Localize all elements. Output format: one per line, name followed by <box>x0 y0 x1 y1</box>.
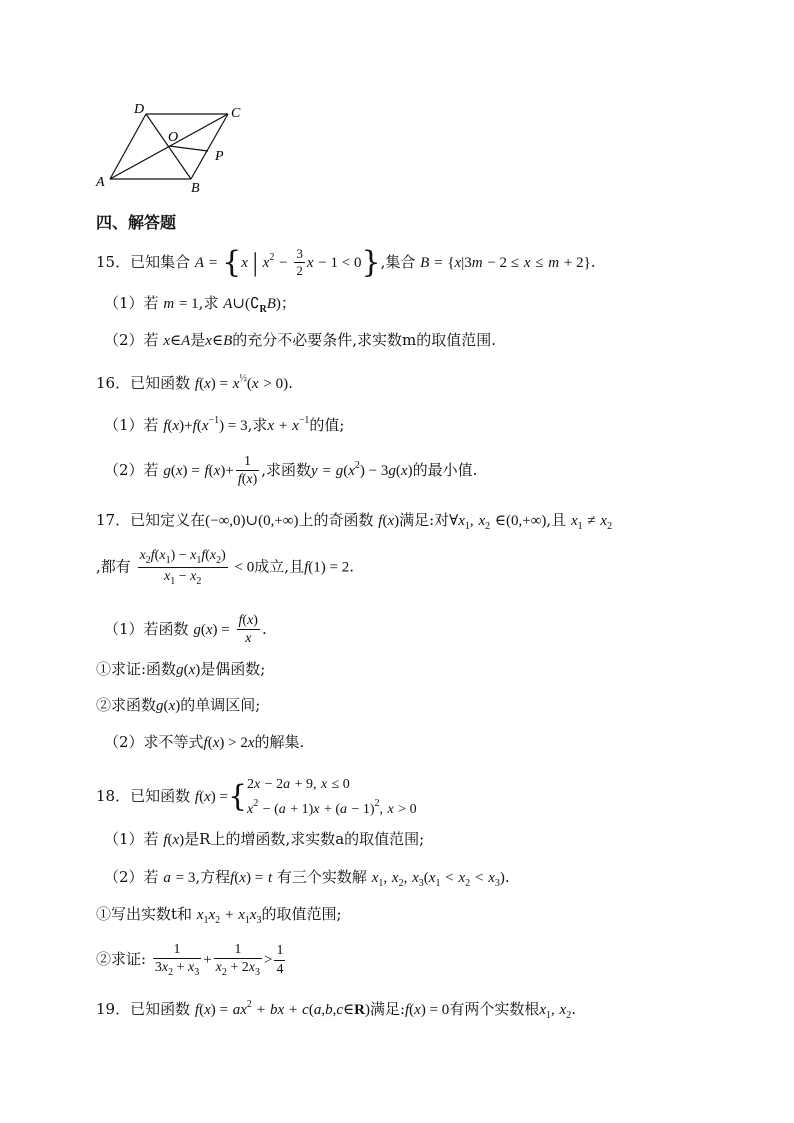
label-a: A <box>96 175 105 190</box>
diagonal-bd <box>146 114 191 179</box>
q17-stem: 17．已知定义在(−∞,0)∪(0,+∞)上的奇函数 f(x)满足:对$\forall x_1$, $x_2$ ∈(0,+∞),且 $x_1 \ne x_2$ <box>96 511 613 532</box>
q18-number: 18． <box>96 787 131 805</box>
q19-number: 19． <box>96 1000 131 1018</box>
label-p: P <box>215 149 224 164</box>
q17-sub2: ②求函数g(x)的单调区间; <box>96 696 261 714</box>
q19-stem: 19．已知函数 $f(x) = ax^2$ + bx + c(a,b,c∈R)满足:f(x) = 0有两个实数根$x_1$, $x_2$. <box>96 999 576 1021</box>
q17-number: 17． <box>96 511 131 529</box>
label-d: D <box>134 102 145 117</box>
label-o: O <box>168 130 179 145</box>
q17-stem2: ,都有 $\frac{x_2f(x_1) - x_1f(x_2)}{x_1 - x_2}$ < 0成立,且f(1) = 2. <box>96 548 354 587</box>
segment-op <box>169 146 208 151</box>
q17-part2: （2）求不等式f(x) > 2x的解集. <box>104 733 305 751</box>
q16-part1: （1）若 $f(x)+f(x^{-1}) = 3$,求$x + x^{-1}$的值; <box>104 415 345 434</box>
parallelogram-figure <box>88 96 258 196</box>
q15-part2: （2）若 x∈A是x∈B的充分不必要条件,求实数m的取值范围. <box>104 331 497 349</box>
q18-stem: 18．已知函数 f(x) ={ 2x − 2a + 9, x ≤ 0 $x^2 - (a + 1)x + (a - 1)^2$, x > 0 <box>96 777 417 817</box>
q15-part1: （1）若 m = 1,求 $A\cup(∁_RB)$； <box>104 294 296 315</box>
q15-number: 15． <box>96 252 131 271</box>
label-b: B <box>191 181 200 196</box>
q16-stem: 16．已知函数 $f(x) = x^{\frac{1}{2}}(x > 0)$. <box>96 373 293 392</box>
q15-stem: 15．已知集合 A = {x | $x^2$ − $\frac{3}{2}$ x − 1 < 0},集合 B = {x|3m − 2 ≤ x ≤ m + 2}. <box>96 244 596 280</box>
q18-sub1: ①写出实数t和 $x_1x_2 + x_1x_3$的取值范围; <box>96 905 342 926</box>
q18-sub2: ②求证: $\frac{1}{3x_2 + x_3}$ + $\frac{1}{x_2 + 2x_3}$ > $\frac{1}{4}$ <box>96 942 284 979</box>
q17-part1: （1）若函数 g(x) = $\frac{f(x)}{x}$ . <box>104 613 267 647</box>
q18-part1: （1）若 f(x)是R上的增函数,求实数a的取值范围; <box>104 830 425 848</box>
label-c: C <box>231 106 241 121</box>
section-title: 四、解答题 <box>96 213 177 232</box>
q16-number: 16． <box>96 374 131 392</box>
q18-part2: （2）若 a = 3,方程f(x) = t 有三个实数解 $x_1$, $x_2$, $x_3(x_1 < x_2 < x_3)$. <box>104 868 510 889</box>
q17-sub1: ①求证:函数g(x)是偶函数; <box>96 660 266 678</box>
q16-part2: （2）若 g(x) = f(x)+ $\frac{1}{f(x)}$ ,求函数$y = g(x^2) - 3g(x)$的最小值. <box>104 454 478 488</box>
